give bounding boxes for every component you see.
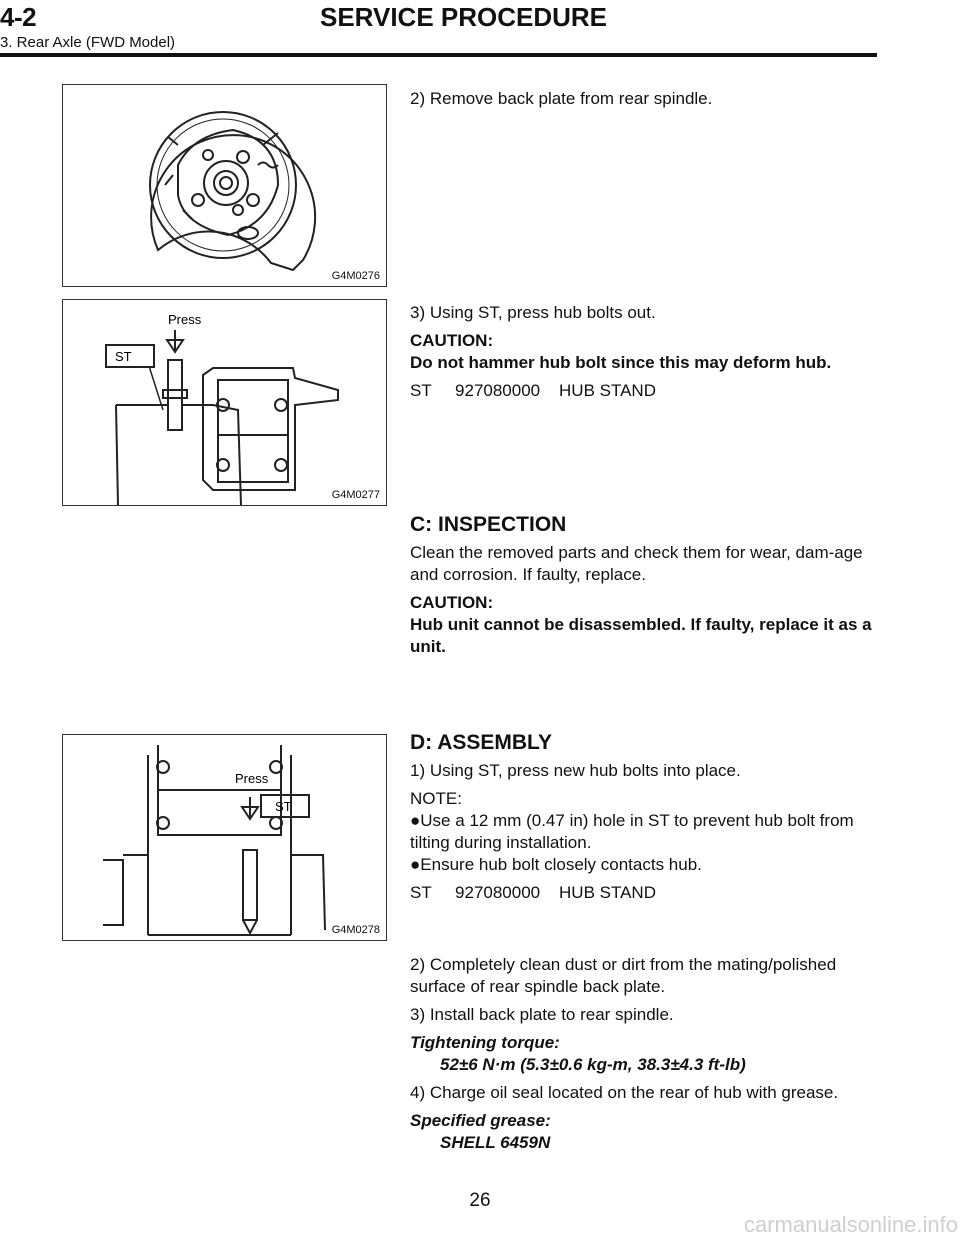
header-rule: [0, 53, 877, 57]
inspection-section: [410, 514, 878, 658]
assembly-step-1: 1) Using ST, press new hub bolts into place.: [410, 761, 741, 780]
caution-heading: CAUTION:: [410, 331, 494, 350]
figure-label: G4M0278: [331, 924, 380, 936]
bullet-icon: ●: [410, 811, 421, 830]
torque-heading: Tightening torque:: [410, 1033, 560, 1052]
figure-press-in: [62, 734, 387, 941]
press-label: Press: [168, 312, 202, 327]
assembly-continued: [410, 954, 878, 1154]
assembly-section: [410, 732, 878, 904]
grease-value: SHELL 6459N: [440, 1133, 551, 1152]
grease-heading: Specified grease:: [410, 1111, 551, 1130]
figure-label: G4M0277: [331, 489, 380, 501]
st-label: ST: [115, 349, 132, 364]
caution-heading: CAUTION:: [410, 593, 494, 612]
figure-press-out: [62, 299, 387, 506]
inspection-heading: C: INSPECTION: [410, 513, 567, 536]
tool-line: ST 927080000 HUB STAND: [410, 883, 656, 902]
section-title: SERVICE PROCEDURE: [320, 2, 608, 32]
press-in-illustration: [63, 735, 386, 940]
step-3: 3) Using ST, press hub bolts out.: [410, 303, 656, 322]
caution-body: Do not hammer hub bolt since this may deform hub.: [410, 353, 832, 372]
subsection-title: 3. Rear Axle (FWD Model): [0, 34, 176, 51]
step-2: 2) Remove back plate from rear spindle.: [410, 89, 713, 108]
st-label: ST: [275, 799, 292, 814]
note-item: ●Use a 12 mm (0.47 in) hole in ST to prevent hub bolt from tilting during installation.: [410, 811, 854, 852]
assembly-step-4: 4) Charge oil seal located on the rear of hub with grease.: [410, 1083, 839, 1102]
note-heading: NOTE:: [410, 789, 462, 808]
figure-back-plate: [62, 84, 387, 287]
tool-line: ST 927080000 HUB STAND: [410, 381, 656, 400]
figure-label: G4M0276: [331, 270, 380, 282]
press-label: Press: [235, 771, 269, 786]
back-plate-illustration: [63, 85, 386, 286]
assembly-step-3: 3) Install back plate to rear spindle.: [410, 1005, 674, 1024]
page-number: 26: [469, 1190, 491, 1211]
assembly-heading: D: ASSEMBLY: [410, 731, 552, 754]
page-header: [0, 0, 960, 60]
press-out-illustration: [63, 300, 386, 505]
bullet-icon: ●: [410, 855, 421, 874]
section-number: 4-2: [0, 2, 37, 32]
step-3-block: [410, 302, 878, 402]
inspection-body: Clean the removed parts and check them for wear, dam-age and corrosion. If faulty, replace.: [410, 543, 863, 584]
caution-body: Hub unit cannot be disassembled. If faulty, replace it as a unit.: [410, 615, 872, 656]
torque-value: 52±6 N·m (5.3±0.6 kg-m, 38.3±4.3 ft-lb): [440, 1055, 746, 1074]
note-item: ●Ensure hub bolt closely contacts hub.: [410, 855, 702, 874]
assembly-step-2: 2) Completely clean dust or dirt from the mating/polished surface of rear spindle back plate.: [410, 955, 837, 996]
watermark: carmanualsonline.info: [743, 1212, 958, 1237]
